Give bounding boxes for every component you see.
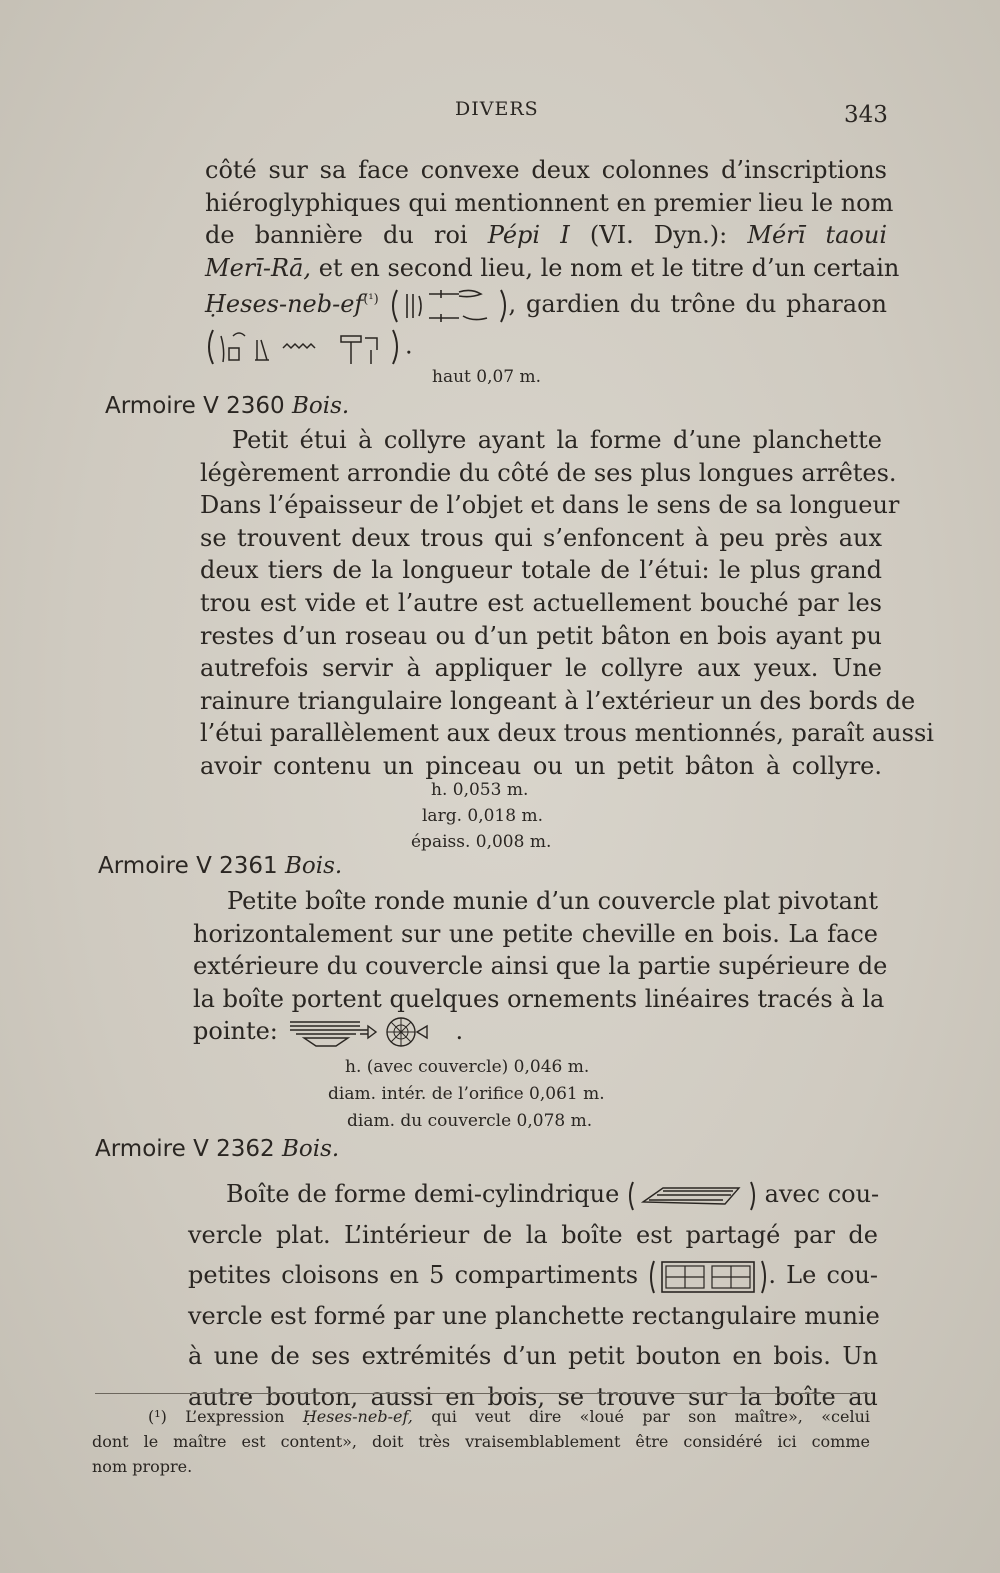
text-line: horizontalement sur une petite cheville en bois. La face xyxy=(193,919,878,948)
text-line: Petit étui à collyre ayant la forme d’une planchette xyxy=(232,426,882,454)
hieroglyph-pharaoh-cartouche-icon xyxy=(205,326,405,368)
measurement: épaiss. 0,008 m. xyxy=(411,832,552,852)
footnote-line: (¹) L’expression Ḥeses-neb-ef, qui veut dire «loué par son maître», «celui xyxy=(148,1407,870,1426)
compartment-box-icon xyxy=(648,1258,768,1296)
entry-heading: Armoire V 2360 Bois. xyxy=(105,393,350,419)
text-line: de bannière du roi Pépi I (VI. Dyn.): Mérī taoui xyxy=(205,221,888,250)
running-title: DIVERS xyxy=(455,98,539,120)
text-line: la boîte portent quelques ornements linéaires tracés à la xyxy=(193,984,885,1013)
entry2-paragraph xyxy=(193,885,888,1050)
text-line: côté sur sa face convexe deux colonnes d’inscriptions xyxy=(205,156,887,184)
text-line: extérieure du couvercle ainsi que la partie supérieure de xyxy=(193,952,888,981)
footnote-line: nom propre. xyxy=(92,1457,193,1476)
text-line: hiéroglyphiques qui mentionnent en premier lieu le nom xyxy=(205,188,894,217)
footnote-divider xyxy=(95,1393,870,1394)
text-line: se trouvent deux trous qui s’enfoncent à peu près aux xyxy=(200,523,882,552)
text-line: deux tiers de la longueur totale de l’étui: le plus grand xyxy=(200,556,882,585)
measurement: haut 0,07 m. xyxy=(432,367,542,387)
entry0-paragraph xyxy=(205,154,900,368)
text-line: petites cloisons en 5 compartiments . Le cou- xyxy=(188,1255,878,1296)
text-line: vercle est formé par une planchette rectangulaire munie xyxy=(188,1301,880,1330)
entry-heading: Armoire V 2361 Bois. xyxy=(98,853,343,879)
ornament-drawing-icon xyxy=(286,1016,456,1050)
text-line: autre bouton, aussi en bois, se trouve sur la boîte au xyxy=(188,1382,878,1411)
measurement: h. (avec couvercle) 0,046 m. xyxy=(345,1057,590,1077)
footnote xyxy=(92,1404,870,1479)
hieroglyph-cartouche-icon xyxy=(389,286,509,326)
footnote-line: dont le maître est content», doit très vraisemblablement être considéré ici comme xyxy=(92,1432,870,1451)
text-line: avoir contenu un pinceau ou un petit bâton à collyre. xyxy=(200,751,882,780)
text-line: restes d’un roseau ou d’un petit bâton en bois ayant pu xyxy=(200,621,882,650)
text-line: Ḥeses-$neb-ef^{(^1)}$ , gardien du trône du pharaon xyxy=(205,284,887,326)
text-line: l’étui parallèlement aux deux trous mentionnés, paraît aussi xyxy=(200,719,934,748)
text-line: Boîte de forme demi-cylindrique avec cou- xyxy=(188,1174,878,1215)
text-line: Petite boîte ronde munie d’un couvercle plat pivotant xyxy=(227,887,878,915)
measurement: diam. du couvercle 0,078 m. xyxy=(347,1111,593,1131)
text-line: autrefois servir à appliquer le collyre aux yeux. Une xyxy=(200,654,882,683)
text-line: légèrement arrondie du côté de ses plus longues arrêtes. xyxy=(200,458,897,487)
text-line: rainure triangulaire longeant à l’extérieur un des bords de xyxy=(200,686,916,715)
measurement: h. 0,053 m. xyxy=(431,780,529,800)
measurement: larg. 0,018 m. xyxy=(422,806,543,826)
text-line: Dans l’épaisseur de l’objet et dans le sens de sa longueur xyxy=(200,491,900,520)
entry1-paragraph xyxy=(200,424,934,783)
half-cylinder-box-icon xyxy=(627,1178,757,1214)
text-line: à une de ses extrémités d’un petit bouton en bois. Un xyxy=(188,1342,878,1370)
page-number: 343 xyxy=(844,102,888,128)
text-line: Merī-Rā, et en second lieu, le nom et le titre d’un certain xyxy=(205,253,900,282)
text-line: pointe: . xyxy=(193,1015,878,1050)
text-line: vercle plat. L’intérieur de la boîte est partagé par de xyxy=(188,1220,878,1249)
entry-heading: Armoire V 2362 Bois. xyxy=(95,1136,340,1162)
measurement: diam. intér. de l’orifice 0,061 m. xyxy=(328,1084,605,1104)
entry3-paragraph xyxy=(188,1174,878,1417)
text-line: . xyxy=(205,326,887,368)
text-line: trou est vide et l’autre est actuellement bouché par les xyxy=(200,588,882,617)
